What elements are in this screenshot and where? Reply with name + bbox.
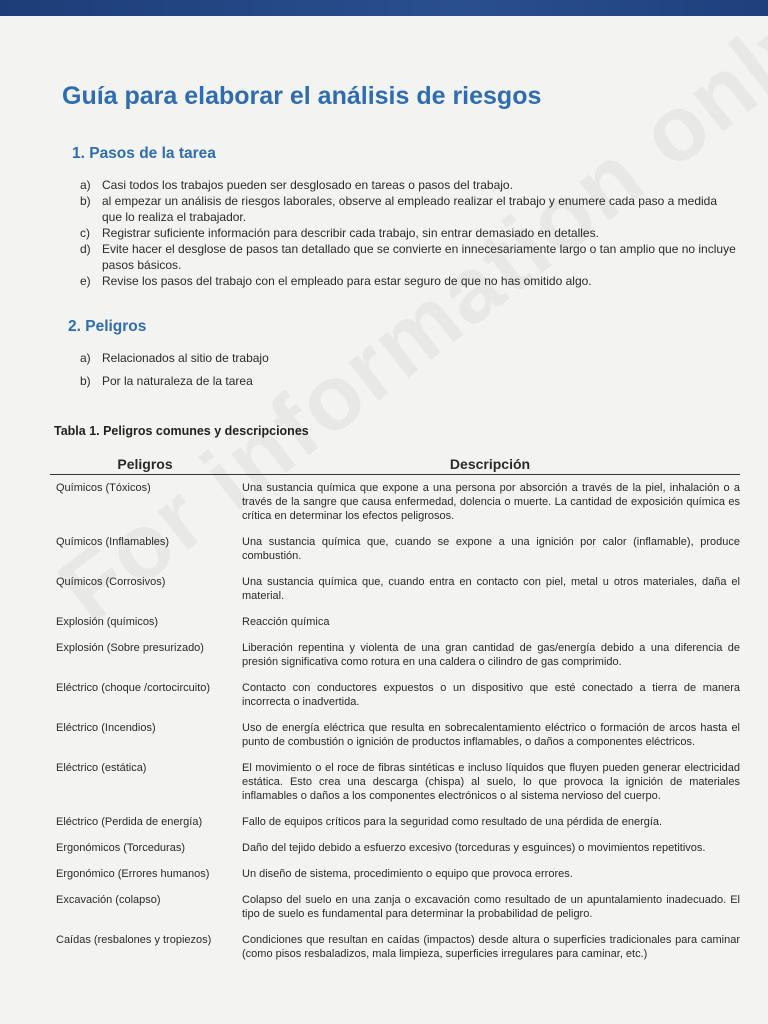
- list-marker: a): [80, 351, 91, 365]
- list-marker: c): [80, 226, 90, 240]
- list-item-text: Revise los pasos del trabajo con el empleado para estar seguro de que no has omitido algo.: [102, 274, 592, 288]
- description-cell: Contacto con conductores expuestos o un dispositivo que esté conectado a tierra de manera incorrecta o inadvertida.: [242, 682, 740, 708]
- hazard-cell: Eléctrico (estática): [56, 762, 147, 774]
- hazard-cell: Explosión (químicos): [56, 616, 159, 628]
- list-item-text: Evite hacer el desglose de pasos tan detallado que se convierte en innecesariamente largo o tan amplio que no incluye pasos básicos.: [102, 242, 736, 272]
- hazard-cell: Explosión (Sobre presurizado): [56, 642, 204, 654]
- list-marker: d): [80, 242, 91, 256]
- hazard-cell: Excavación (colapso): [56, 894, 161, 906]
- task-steps-list: [80, 177, 740, 289]
- table-row: [50, 681, 740, 709]
- list-item-text: Relacionados al sitio de trabajo: [102, 351, 269, 365]
- column-header-descripcion: Descripción: [449, 456, 531, 472]
- hazards-table: [50, 456, 740, 961]
- table-row: [50, 815, 740, 829]
- description-cell: Un diseño de sistema, procedimiento o equipo que provoca errores.: [242, 868, 573, 880]
- hazard-cell: Eléctrico (Perdida de energía): [56, 816, 203, 828]
- hazard-cell: Caídas (resbalones y tropiezos): [56, 934, 212, 946]
- section-heading-peligros: 2. Peligros: [68, 318, 147, 335]
- hazard-cell: Químicos (Tóxicos): [56, 482, 151, 494]
- table-header: [50, 456, 740, 475]
- hazards-list: [80, 350, 740, 396]
- description-cell: El movimiento o el roce de fibras sintéticas e incluso líquidos que fluyen pueden generar electricidad estática. Esto crea una descarga (chispa) al suelo, lo que provoca la ignición de materiales inflamables o daños a los componentes electrónicos o al sistema nervioso del cuerpo.: [242, 762, 740, 802]
- table-row: [50, 721, 740, 749]
- description-cell: Una sustancia química que, cuando entra en contacto con piel, metal u otros materiales, daña el material.: [242, 576, 740, 602]
- list-item: [80, 350, 740, 366]
- table-row: [50, 481, 740, 523]
- list-marker: e): [80, 274, 91, 288]
- list-item-text: al empezar un análisis de riesgos laborales, observe al empleado realizar el trabajo y enumere cada paso a medida que lo realiza el trabajador.: [102, 194, 718, 224]
- description-cell: Condiciones que resultan en caídas (impactos) desde altura o superficies tradicionales para caminar (como pisos resbaladizos, mala limpieza, superficies irregulares para caminar, etc.): [242, 934, 740, 960]
- table-row: [50, 867, 740, 881]
- table-row: [50, 841, 740, 855]
- description-cell: Uso de energía eléctrica que resulta en sobrecalentamiento eléctrico o formación de arcos hasta el punto de combustión o ignición de productos inflamables, o daños a componentes eléctricos.: [242, 722, 740, 748]
- table-caption: Tabla 1. Peligros comunes y descripciones: [54, 424, 309, 438]
- description-cell: Una sustancia química que expone a una persona por absorción a través de la piel, inhalación o a través de la sangre que causa enfermedad, dolencia o muerte. La cantidad de exposición química es crítica en determinar los efectos peligrosos.: [242, 482, 740, 522]
- hazard-cell: Ergonómico (Errores humanos): [56, 868, 210, 880]
- list-item: [80, 177, 740, 193]
- table-row: [50, 575, 740, 603]
- hazard-cell: Eléctrico (choque /cortocircuito): [56, 682, 211, 694]
- description-cell: Una sustancia química que, cuando se expone a una ignición por calor (inflamable), produce combustión.: [242, 536, 740, 562]
- header-bar: [0, 0, 768, 16]
- page-title: Guía para elaborar el análisis de riesgos: [62, 82, 542, 110]
- description-cell: Daño del tejido debido a esfuerzo excesivo (torceduras y esguinces) o movimientos repetitivos.: [242, 842, 706, 854]
- list-item-text: Registrar suficiente información para describir cada trabajo, sin entrar demasiado en detalles.: [102, 226, 599, 240]
- list-marker: b): [80, 194, 91, 208]
- table-row: [50, 933, 740, 961]
- hazard-cell: Ergonómicos (Torceduras): [56, 842, 185, 854]
- table-row: [50, 615, 740, 629]
- list-marker: a): [80, 178, 91, 192]
- description-cell: Reacción química: [242, 616, 330, 628]
- list-item: [80, 273, 740, 289]
- list-item: [80, 225, 740, 241]
- table-row: [50, 641, 740, 669]
- table-row: [50, 893, 740, 921]
- description-cell: Fallo de equipos críticos para la seguridad como resultado de una pérdida de energía.: [242, 816, 663, 828]
- list-item: [80, 193, 740, 225]
- description-cell: Colapso del suelo en una zanja o excavación como resultado de un apuntalamiento inadecuado. El tipo de suelo es fundamental para determinar la probabilidad de peligro.: [242, 894, 740, 920]
- list-item-text: Casi todos los trabajos pueden ser desglosado en tareas o pasos del trabajo.: [102, 178, 513, 192]
- list-marker: b): [80, 374, 91, 388]
- column-header-peligros: Peligros: [117, 456, 173, 472]
- list-item: [80, 373, 740, 389]
- description-cell: Liberación repentina y violenta de una gran cantidad de gas/energía debido a una diferencia de presión significativa como rotura en una caldera o cilindro de gas comprimido.: [242, 642, 740, 668]
- table-row: [50, 761, 740, 803]
- list-item: [80, 241, 740, 273]
- table-row: [50, 535, 740, 563]
- section-heading-pasos: 1. Pasos de la tarea: [72, 145, 216, 162]
- hazard-cell: Químicos (Inflamables): [56, 536, 170, 548]
- hazard-cell: Eléctrico (Incendios): [56, 722, 156, 734]
- list-item-text: Por la naturaleza de la tarea: [102, 374, 253, 388]
- hazard-cell: Químicos (Corrosivos): [56, 576, 166, 588]
